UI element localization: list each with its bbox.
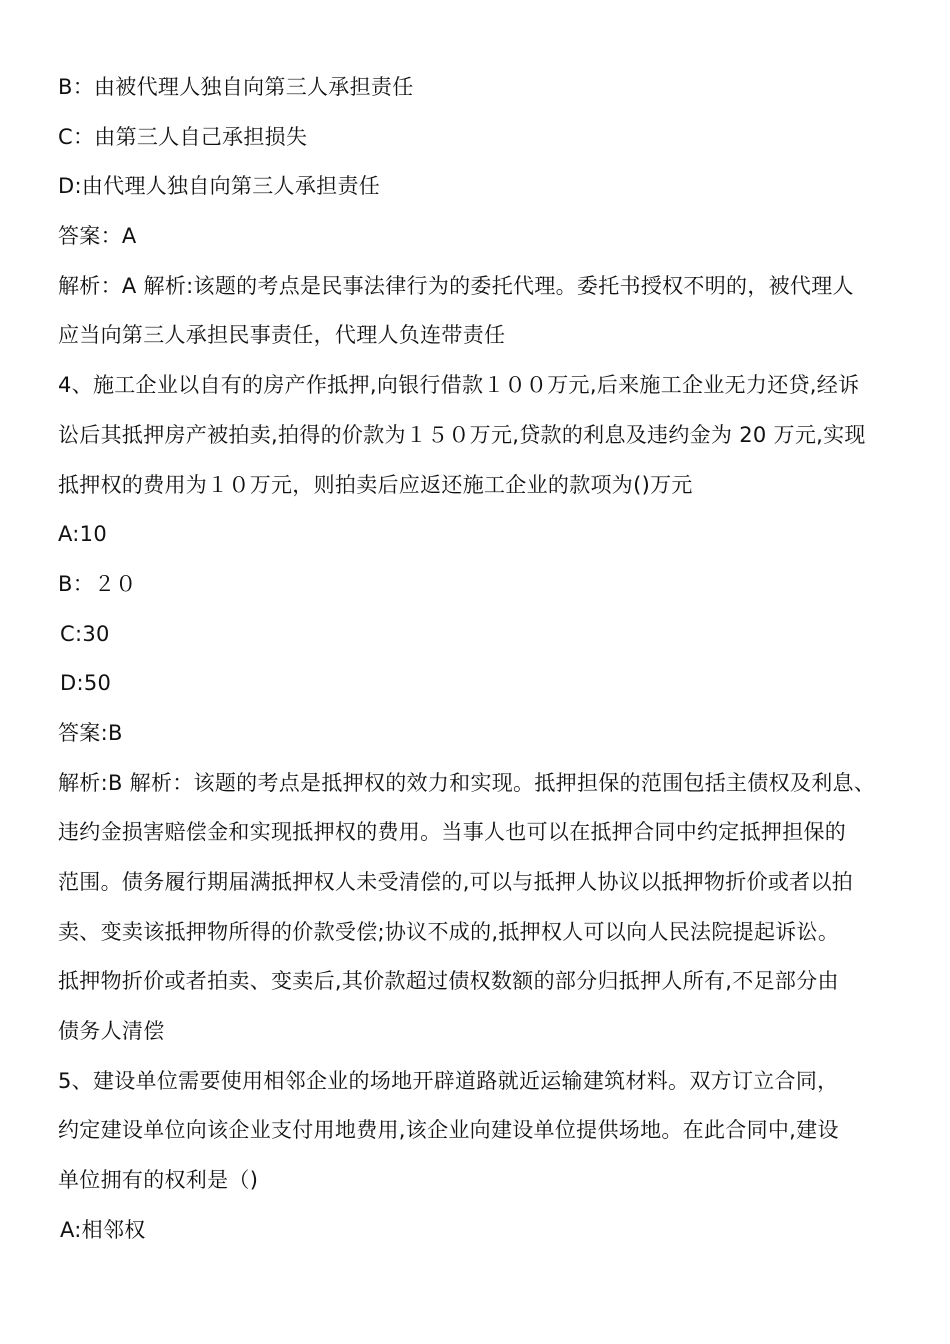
explanation-q4-line5: 抵押物折价或者拍卖、变卖后,其价款超过债权数额的部分归抵押人所有,不足部分由: [58, 969, 839, 994]
explanation-q4-line3: 范围。债务履行期届满抵押权人未受清偿的,可以与抵押人协议以抵押物折价或者以拍: [58, 870, 854, 894]
explanation-q3-line1: 解析：A 解析:该题的考点是民事法律行为的委托代理。委托书授权不明的，被代理人: [58, 273, 854, 298]
explanation-q4-line1: 解析:B 解析：该题的考点是抵押权的效力和实现。抵押担保的范围包括主债权及利息、: [58, 770, 876, 795]
answer-q3: 答案：A: [58, 224, 137, 249]
question-5-line2: 约定建设单位向该企业支付用地费用,该企业向建设单位提供场地。在此合同中,建设: [58, 1118, 839, 1143]
answer-q4: 答案:B: [58, 720, 123, 745]
explanation-q4-line2: 违约金损害赔偿金和实现抵押权的费用。当事人也可以在抵押合同中约定抵押担保的: [58, 820, 847, 845]
option-c-q3: C：由第三人自己承担损失: [58, 124, 308, 149]
question-4-line1: 4、施工企业以自有的房产作抵押,向银行借款１００万元,后来施工企业无力还贷,经诉: [58, 373, 860, 398]
question-5-line1: 5、建设单位需要使用相邻企业的场地开辟道路就近运输建筑材料。双方订立合同，: [58, 1068, 839, 1093]
option-a-q4: A:10: [58, 522, 107, 547]
question-5-line3: 单位拥有的权利是（): [58, 1168, 259, 1193]
option-b-q4: B：２０: [58, 571, 137, 596]
explanation-q4-line6: 债务人清偿: [58, 1019, 165, 1044]
option-d-q3: D:由代理人独自向第三人承担责任: [58, 174, 381, 199]
question-4-line2: 讼后其抵押房产被拍卖,拍得的价款为１５０万元,贷款的利息及违约金为 20 万元,实现: [58, 422, 866, 447]
question-4-line3: 抵押权的费用为１０万元，则拍卖后应返还施工企业的款项为()万元: [58, 472, 693, 497]
option-a-q5: A:相邻权: [60, 1217, 146, 1242]
document-body: [58, 63, 908, 1256]
option-d-q4: D:50: [60, 671, 112, 696]
explanation-q3-line2: 应当向第三人承担民事责任，代理人负连带责任: [58, 323, 506, 348]
explanation-q4-line4: 卖、变卖该抵押物所得的价款受偿;协议不成的,抵押权人可以向人民法院提起诉讼。: [58, 919, 840, 944]
option-c-q4: C:30: [60, 621, 110, 646]
option-b-q3: B：由被代理人独自向第三人承担责任: [58, 75, 414, 99]
